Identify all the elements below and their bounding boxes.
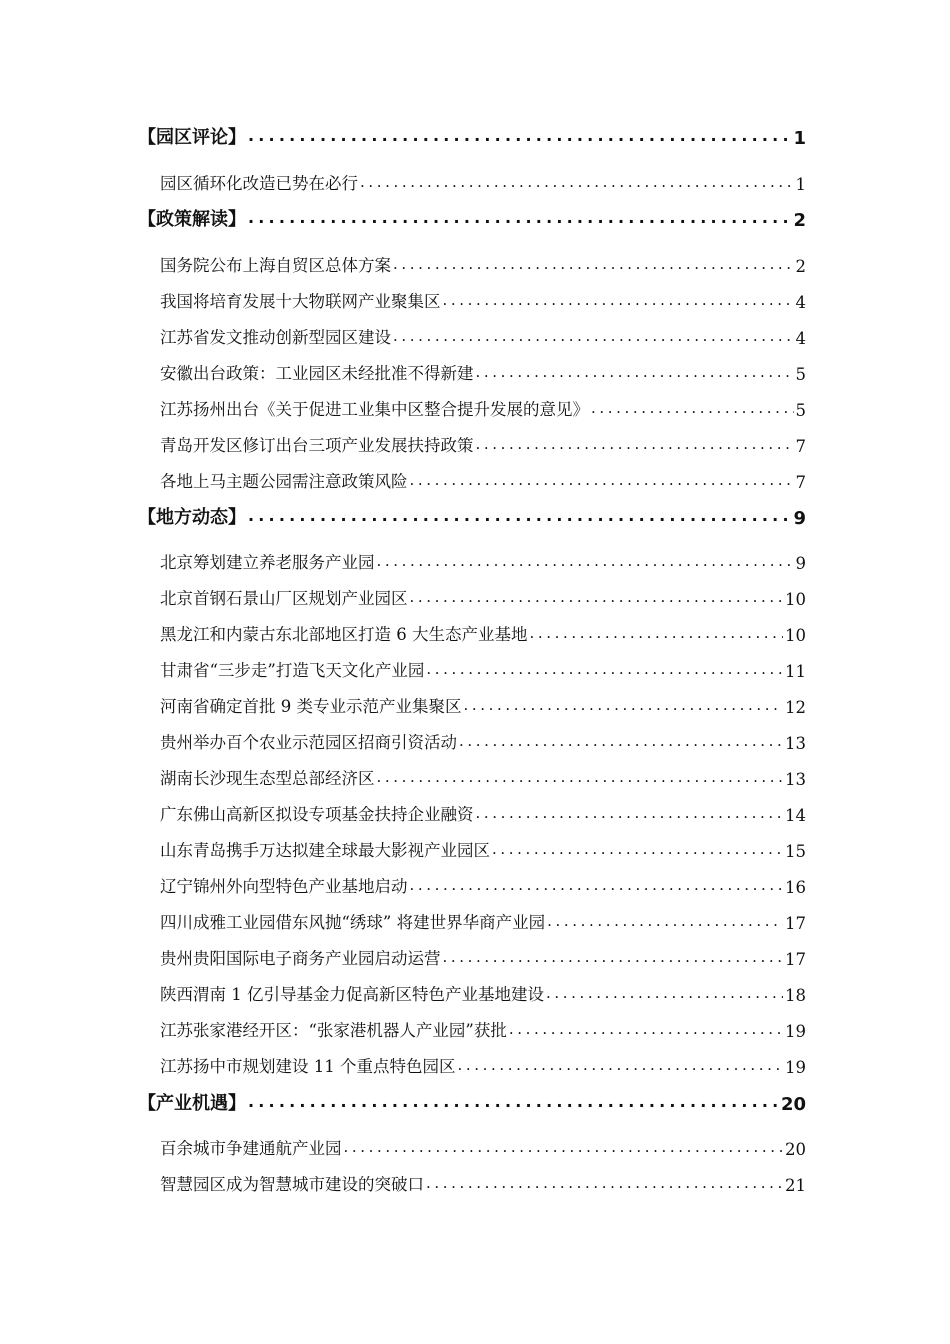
toc-leader-dots (546, 979, 783, 1005)
toc-leader-dots (547, 907, 783, 933)
toc-entry[interactable] (160, 763, 806, 789)
toc-page-number: 13 (785, 734, 806, 753)
toc-entry-title: 山东青岛携手万达拟建全球最大影视产业园区 (160, 841, 490, 860)
toc-entry-title: 辽宁锦州外向型特色产业基地启动 (160, 877, 408, 896)
toc-leader-dots (360, 168, 794, 194)
toc-leader-dots (476, 358, 794, 384)
toc-leader-dots (464, 691, 784, 717)
toc-page-number: 17 (785, 950, 806, 969)
toc-page-number: 10 (785, 626, 806, 645)
toc-page-number: 16 (785, 878, 806, 897)
toc-section-title: 【产业机遇】 (138, 1093, 246, 1114)
toc-entry[interactable] (160, 394, 806, 420)
toc-entry[interactable] (160, 727, 806, 753)
toc-entry[interactable] (160, 250, 806, 276)
toc-leader-dots (443, 943, 784, 969)
toc-page-number: 4 (795, 293, 806, 312)
toc-page-number: 10 (785, 590, 806, 609)
toc-page-number: 5 (795, 365, 806, 384)
toc-entry-title: 百余城市争建通航产业园 (160, 1139, 342, 1158)
toc-leader-dots (459, 727, 783, 753)
toc-entry-title: 江苏扬州出台《关于促进工业集中区整合提升发展的意见》 (160, 400, 589, 419)
toc-entry[interactable] (160, 1015, 806, 1041)
toc-page-number: 21 (785, 1176, 806, 1195)
toc-section-title: 【政策解读】 (138, 209, 246, 230)
toc-page-number: 17 (785, 914, 806, 933)
toc-leader-dots (393, 250, 794, 276)
toc-entry[interactable] (160, 547, 806, 573)
toc-leader-dots (248, 205, 791, 231)
toc-page-number: 1 (795, 175, 806, 194)
toc-entry-title: 广东佛山高新区拟设专项基金扶持企业融资 (160, 805, 474, 824)
toc-entry-title: 江苏扬中市规划建设 11 个重点特色园区 (160, 1057, 456, 1076)
toc-entry-title: 贵州贵阳国际电子商务产业园启动运营 (160, 949, 441, 968)
toc-entry[interactable] (160, 799, 806, 825)
toc-entry-title: 黑龙江和内蒙古东北部地区打造 6 大生态产业基地 (160, 625, 528, 644)
toc-entry-title: 湖南长沙现生态型总部经济区 (160, 769, 375, 788)
toc-section-entry[interactable] (138, 123, 806, 149)
toc-leader-dots (377, 763, 784, 789)
toc-page-number: 2 (793, 210, 806, 231)
toc-page-number: 19 (785, 1058, 806, 1077)
toc-entry-title: 江苏省发文推动创新型园区建设 (160, 328, 391, 347)
toc-entry[interactable] (160, 286, 806, 312)
toc-entry-title: 甘肃省“三步走”打造飞天文化产业园 (160, 661, 425, 680)
toc-entry-title: 我国将培育发展十大物联网产业聚集区 (160, 292, 441, 311)
toc-section-title: 【园区评论】 (138, 127, 246, 148)
toc-entry[interactable] (160, 358, 806, 384)
toc-section-title: 【地方动态】 (138, 507, 246, 528)
toc-entry[interactable] (160, 691, 806, 717)
toc-entry[interactable] (160, 466, 806, 492)
toc-entry-title: 河南省确定首批 9 类专业示范产业集聚区 (160, 697, 462, 716)
toc-entry[interactable] (160, 1169, 806, 1195)
toc-leader-dots (410, 583, 784, 609)
toc-entry[interactable] (160, 943, 806, 969)
toc-leader-dots (443, 286, 794, 312)
toc-page-number: 7 (795, 473, 806, 492)
toc-entry-title: 国务院公布上海自贸区总体方案 (160, 256, 391, 275)
toc-entry[interactable] (160, 907, 806, 933)
toc-leader-dots (248, 1089, 779, 1115)
toc-leader-dots (476, 430, 794, 456)
toc-page-number: 9 (793, 508, 806, 529)
toc-page-number: 5 (795, 401, 806, 420)
toc-section-entry[interactable] (138, 1089, 806, 1115)
toc-leader-dots (530, 619, 784, 645)
toc-entry-title: 各地上马主题公园需注意政策风险 (160, 472, 408, 491)
toc-page-number: 13 (785, 770, 806, 789)
toc-entry-title: 陕西渭南 1 亿引导基金力促高新区特色产业基地建设 (160, 985, 544, 1004)
toc-page-number: 9 (795, 554, 806, 573)
toc-leader-dots (410, 871, 784, 897)
toc-leader-dots (426, 1169, 783, 1195)
toc-page-number: 7 (795, 437, 806, 456)
toc-entry-title: 贵州举办百个农业示范园区招商引资活动 (160, 733, 457, 752)
toc-leader-dots (410, 466, 794, 492)
toc-leader-dots (248, 503, 791, 529)
toc-entry[interactable] (160, 430, 806, 456)
toc-page-number: 1 (793, 128, 806, 149)
toc-page-number: 11 (785, 662, 806, 681)
toc-section-entry[interactable] (138, 503, 806, 529)
toc-entry-title: 北京首钢石景山厂区规划产业园区 (160, 589, 408, 608)
toc-leader-dots (393, 322, 794, 348)
toc-entry[interactable] (160, 322, 806, 348)
toc-leader-dots (458, 1051, 784, 1077)
toc-page-number: 15 (785, 842, 806, 861)
toc-page-number: 12 (785, 698, 806, 717)
toc-entry[interactable] (160, 835, 806, 861)
toc-entry-title: 园区循环化改造已势在必行 (160, 174, 358, 193)
toc-entry-title: 江苏张家港经开区：“张家港机器人产业园”获批 (160, 1021, 507, 1040)
toc-page-number: 14 (785, 806, 806, 825)
toc-entry[interactable] (160, 168, 806, 194)
toc-leader-dots (344, 1133, 784, 1159)
toc-entry[interactable] (160, 619, 806, 645)
toc-leader-dots (377, 547, 794, 573)
toc-entry-title: 智慧园区成为智慧城市建设的突破口 (160, 1175, 424, 1194)
toc-page-number: 18 (785, 986, 806, 1005)
toc-leader-dots (426, 655, 783, 681)
toc-entry[interactable] (160, 655, 806, 681)
toc-entry[interactable] (160, 1051, 806, 1077)
toc-page-number: 20 (785, 1140, 806, 1159)
toc-entry-title: 四川成雅工业园借东风抛“绣球” 将建世界华商产业园 (160, 913, 546, 932)
toc-entry[interactable] (160, 979, 806, 1005)
toc-page-number: 19 (785, 1022, 806, 1041)
toc-entry-title: 青岛开发区修订出台三项产业发展扶持政策 (160, 436, 474, 455)
toc-section-entry[interactable] (138, 205, 806, 231)
toc-entry[interactable] (160, 871, 806, 897)
toc-leader-dots (492, 835, 783, 861)
toc-entry-title: 安徽出台政策：工业园区未经批准不得新建 (160, 364, 474, 383)
toc-leader-dots (509, 1015, 783, 1041)
toc-page-number: 4 (795, 329, 806, 348)
toc-leader-dots (591, 394, 794, 420)
toc-leader-dots (248, 123, 791, 149)
toc-entry-title: 北京筹划建立养老服务产业园 (160, 553, 375, 572)
toc-leader-dots (476, 799, 784, 825)
toc-page-number: 20 (780, 1094, 806, 1115)
toc-entry[interactable] (160, 1133, 806, 1159)
toc-entry[interactable] (160, 583, 806, 609)
toc-page-number: 2 (795, 257, 806, 276)
